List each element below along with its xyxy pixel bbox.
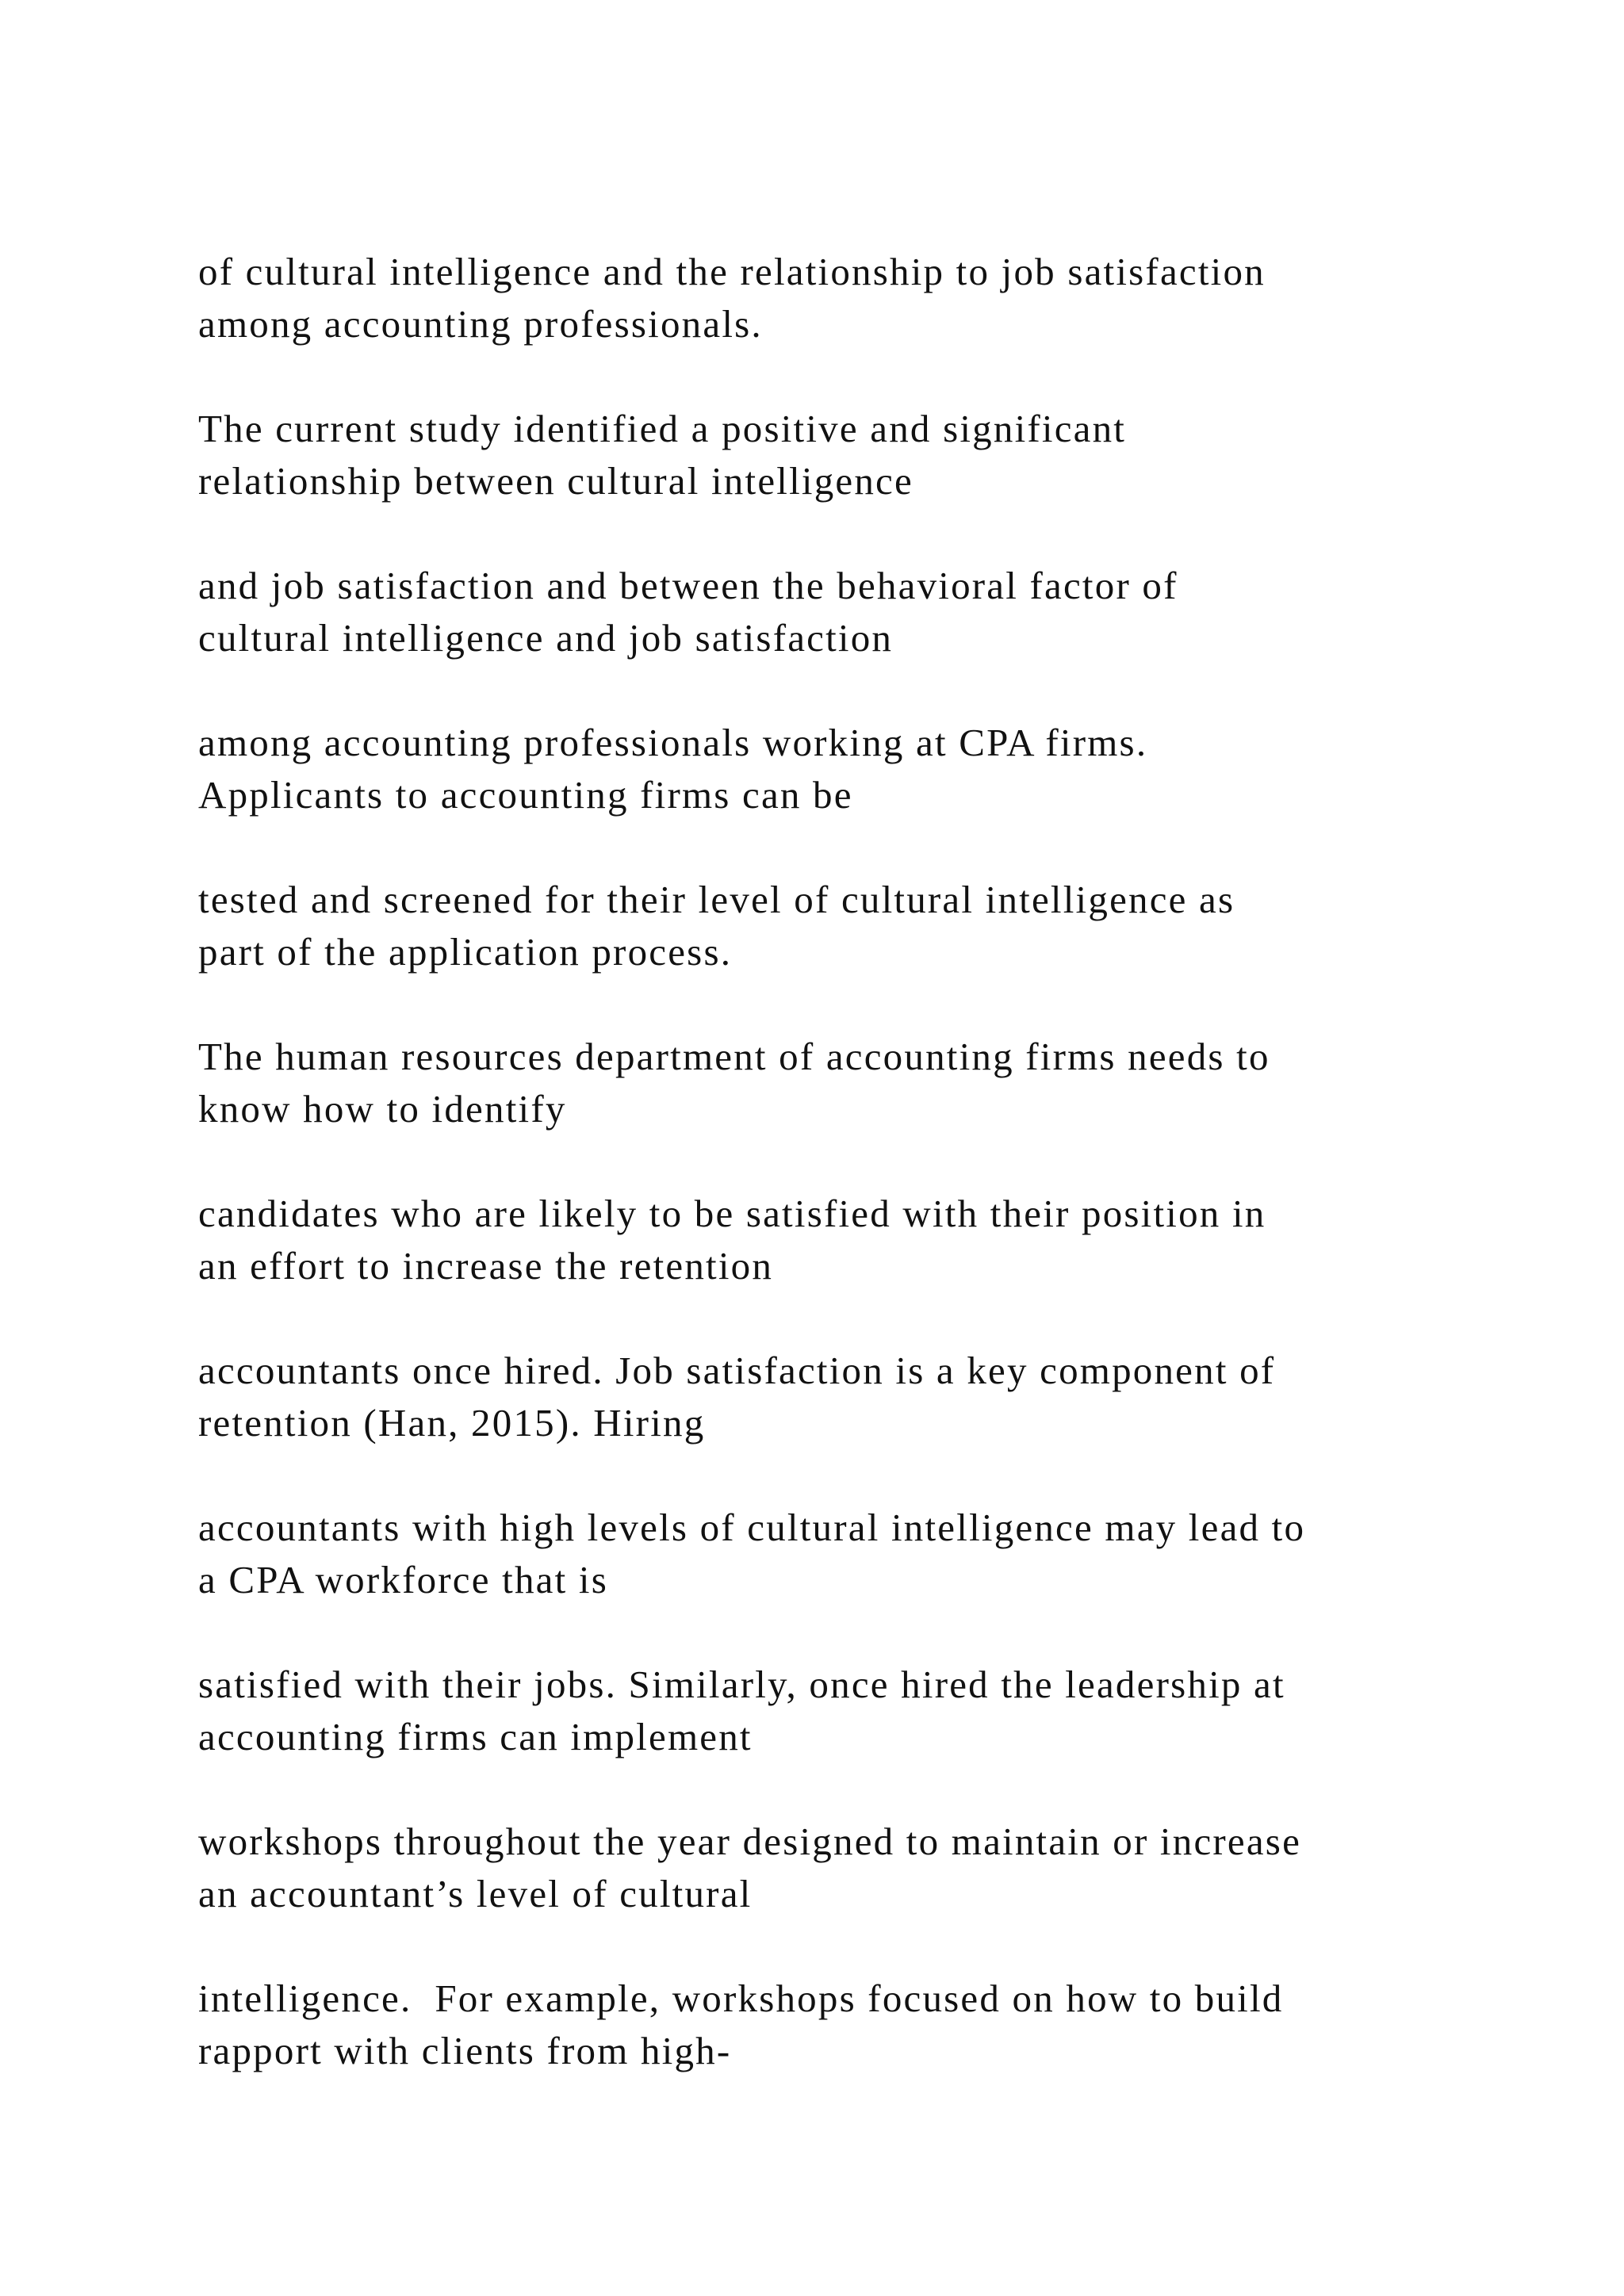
text-line: The current study identified a positive and significant <box>198 407 1127 450</box>
paragraph <box>198 246 1546 350</box>
text-line: part of the application process. <box>198 930 733 974</box>
text-line: candidates who are likely to be satisfied with their position in <box>198 1192 1266 1235</box>
paragraph <box>198 717 1546 821</box>
paragraph <box>198 560 1546 664</box>
text-line: rapport with clients from high- <box>198 2029 732 2072</box>
text-line: tested and screened for their level of cultural intelligence as <box>198 878 1235 921</box>
paragraph <box>198 874 1546 978</box>
text-line: intelligence. For example, workshops focused on how to build <box>198 1976 1284 2020</box>
text-line: a CPA workforce that is <box>198 1558 608 1601</box>
text-line: workshops throughout the year designed to maintain or increase <box>198 1820 1302 1863</box>
paragraph <box>198 1973 1546 2077</box>
text-line: know how to identify <box>198 1087 567 1131</box>
text-line: an effort to increase the retention <box>198 1244 774 1288</box>
paragraph <box>198 403 1546 507</box>
paragraph <box>198 1345 1546 1449</box>
document-body <box>198 246 1546 2130</box>
paragraph <box>198 1659 1546 1763</box>
text-line: of cultural intelligence and the relationship to job satisfaction <box>198 250 1266 293</box>
paragraph <box>198 1188 1546 1292</box>
text-line: retention (Han, 2015). Hiring <box>198 1401 706 1445</box>
text-line: accounting firms can implement <box>198 1715 753 1758</box>
text-line: relationship between cultural intelligence <box>198 459 914 503</box>
text-line: accountants with high levels of cultural intelligence may lead to <box>198 1506 1306 1549</box>
text-line: and job satisfaction and between the behavioral factor of <box>198 564 1178 607</box>
text-line: Applicants to accounting firms can be <box>198 773 853 817</box>
text-line: satisfied with their jobs. Similarly, once hired the leadership at <box>198 1663 1285 1706</box>
text-line: among accounting professionals working at CPA firms. <box>198 721 1148 764</box>
text-line: among accounting professionals. <box>198 302 763 346</box>
paragraph <box>198 1502 1546 1606</box>
text-line: accountants once hired. Job satisfaction is a key component of <box>198 1349 1276 1392</box>
text-line: cultural intelligence and job satisfaction <box>198 616 894 660</box>
paragraph <box>198 1031 1546 1135</box>
text-line: The human resources department of accounting firms needs to <box>198 1035 1270 1078</box>
paragraph <box>198 1816 1546 1920</box>
text-line: an accountant’s level of cultural <box>198 1872 753 1915</box>
